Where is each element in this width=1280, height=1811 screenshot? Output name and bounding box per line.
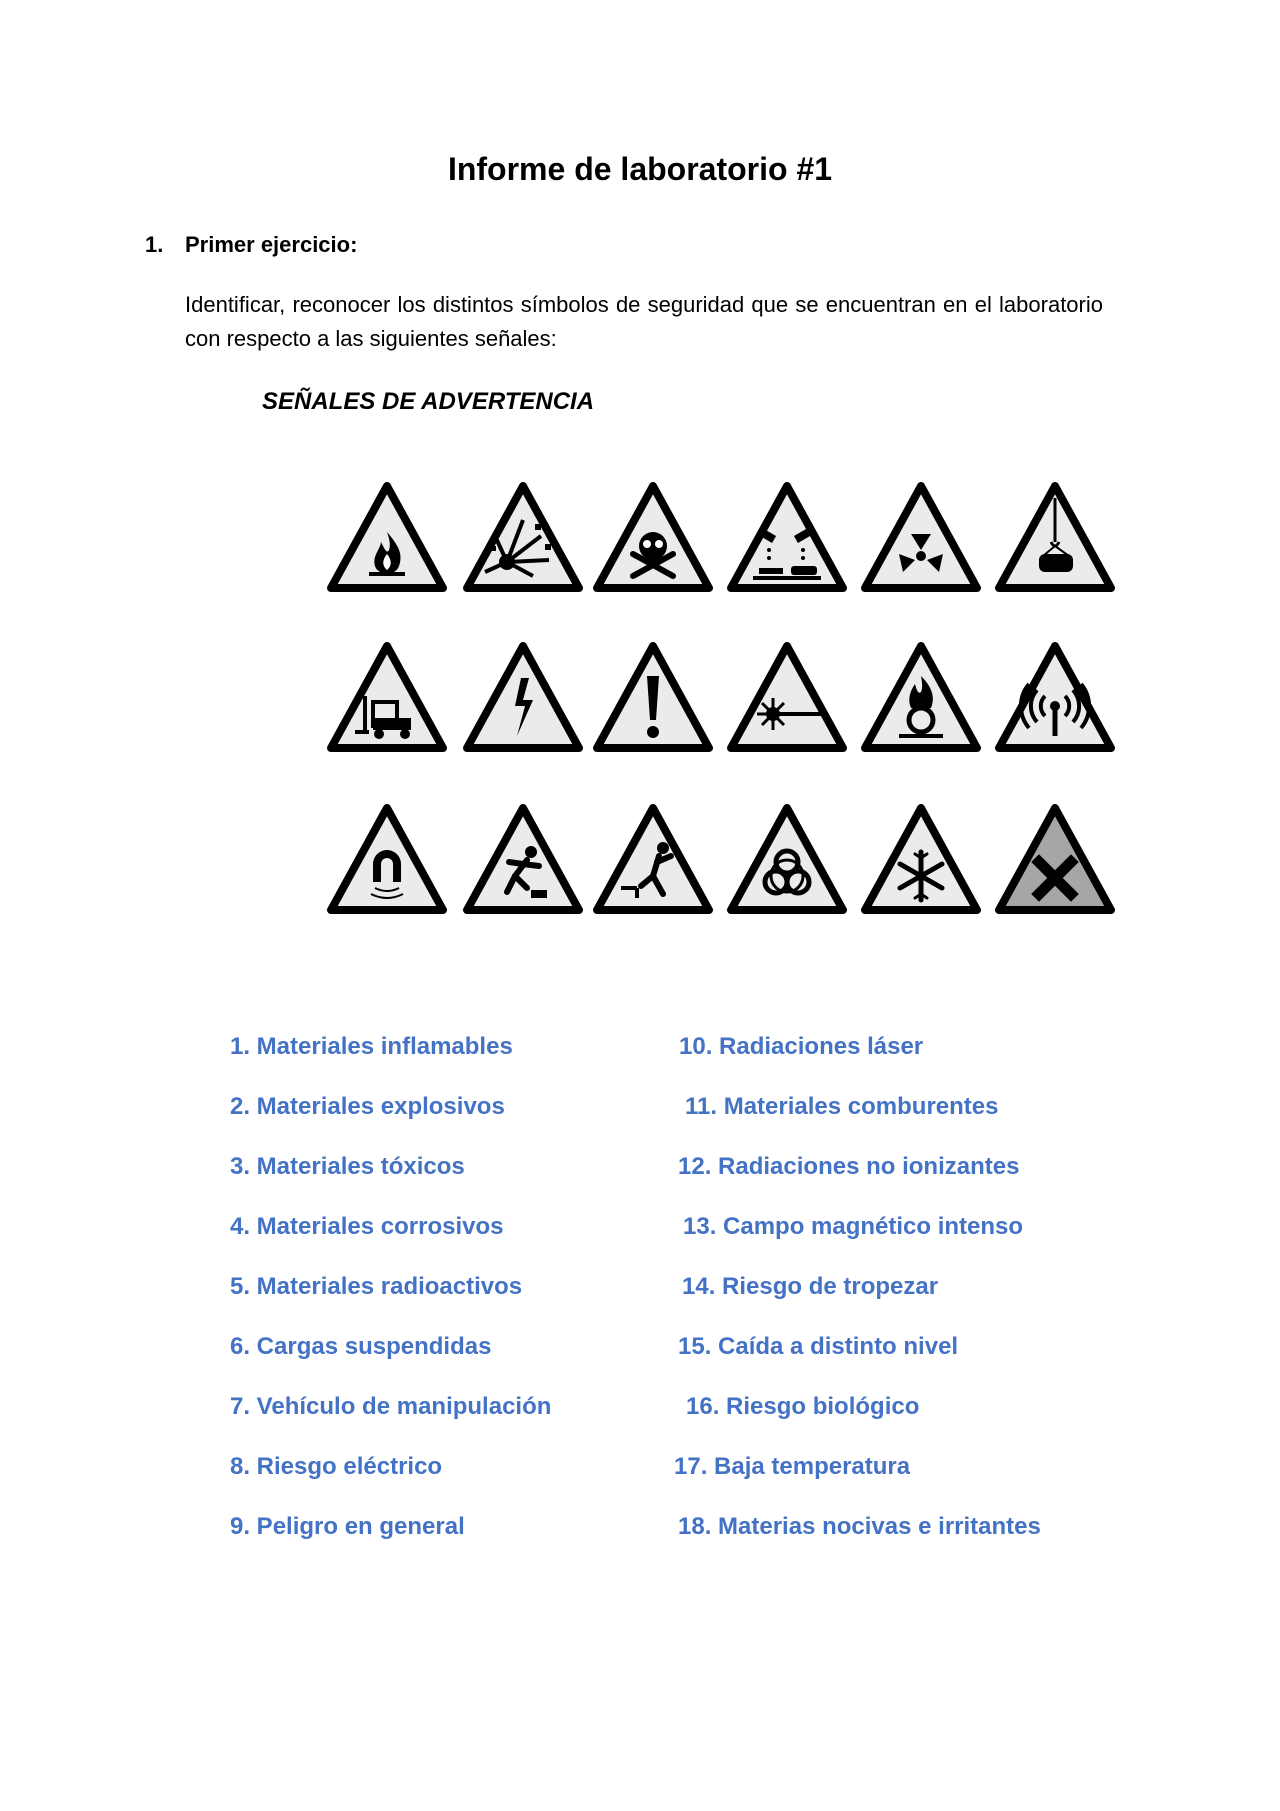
sign-harmful-irritant bbox=[993, 802, 1117, 916]
legend-item-12: 12. Radiaciones no ionizantes bbox=[678, 1153, 1020, 1180]
trip-hazard-icon bbox=[461, 802, 585, 916]
forklift-icon bbox=[325, 640, 449, 754]
sign-non-ionizing bbox=[993, 640, 1117, 754]
sign-magnetic bbox=[325, 802, 449, 916]
legend-item-3: 3. Materiales tóxicos bbox=[230, 1153, 465, 1180]
section-number: 1. bbox=[145, 232, 164, 257]
skull-icon bbox=[591, 480, 715, 594]
sign-suspended-load bbox=[993, 480, 1117, 594]
suspended-load-icon bbox=[993, 480, 1117, 594]
corrosive-icon bbox=[725, 480, 849, 594]
sign-general-danger bbox=[591, 640, 715, 754]
sign-fall-hazard bbox=[591, 802, 715, 916]
legend-item-9: 9. Peligro en general bbox=[230, 1513, 465, 1540]
sign-radioactive bbox=[859, 480, 983, 594]
legend-item-17: 17. Baja temperatura bbox=[674, 1453, 911, 1480]
sign-explosive bbox=[461, 480, 585, 594]
warning-signs-heading: SEÑALES DE ADVERTENCIA bbox=[262, 388, 595, 415]
sign-corrosive bbox=[725, 480, 849, 594]
legend-item-18: 18. Materias nocivas e irritantes bbox=[678, 1513, 1041, 1540]
sign-flammable bbox=[325, 480, 449, 594]
legend-item-11: 11. Materiales comburentes bbox=[685, 1093, 999, 1120]
intro-paragraph: Identificar, reconocer los distintos símbolos de seguridad que se encuentran en el laboratorio con respecto a las siguientes señales: bbox=[185, 292, 1103, 351]
legend-item-10: 10. Radiaciones láser bbox=[679, 1033, 924, 1060]
legend-item-14: 14. Riesgo de tropezar bbox=[682, 1273, 939, 1300]
radioactive-icon bbox=[859, 480, 983, 594]
legend-item-6: 6. Cargas suspendidas bbox=[230, 1333, 492, 1360]
sign-oxidizer bbox=[859, 640, 983, 754]
legend-item-4: 4. Materiales corrosivos bbox=[230, 1213, 504, 1240]
sign-biohazard bbox=[725, 802, 849, 916]
oxidizer-icon bbox=[859, 640, 983, 754]
sign-trip-hazard bbox=[461, 802, 585, 916]
magnet-icon bbox=[325, 802, 449, 916]
sign-laser bbox=[725, 640, 849, 754]
sign-electrical bbox=[461, 640, 585, 754]
warning-signs-grid bbox=[325, 480, 1135, 940]
legend-item-15: 15. Caída a distinto nivel bbox=[678, 1333, 959, 1360]
explosion-icon bbox=[461, 480, 585, 594]
section-heading bbox=[145, 232, 357, 258]
legend-item-13: 13. Campo magnético intenso bbox=[683, 1213, 1024, 1240]
laser-icon bbox=[725, 640, 849, 754]
page-title: Informe de laboratorio #1 bbox=[447, 151, 833, 187]
legend-item-16: 16. Riesgo biológico bbox=[686, 1393, 920, 1420]
section-title: Primer ejercicio: bbox=[185, 232, 358, 257]
exclamation-icon bbox=[591, 640, 715, 754]
biohazard-icon bbox=[725, 802, 849, 916]
legend-item-8: 8. Riesgo eléctrico bbox=[230, 1453, 443, 1480]
lightning-icon bbox=[461, 640, 585, 754]
harmful-x-icon bbox=[993, 802, 1117, 916]
legend-item-5: 5. Materiales radioactivos bbox=[230, 1273, 523, 1300]
sign-toxic bbox=[591, 480, 715, 594]
fall-hazard-icon bbox=[591, 802, 715, 916]
sign-low-temperature bbox=[859, 802, 983, 916]
legend-item-7: 7. Vehículo de manipulación bbox=[230, 1393, 552, 1420]
snowflake-icon bbox=[859, 802, 983, 916]
non-ionizing-radiation-icon bbox=[993, 640, 1117, 754]
legend-item-2: 2. Materiales explosivos bbox=[230, 1093, 505, 1120]
sign-forklift bbox=[325, 640, 449, 754]
legend-item-1: 1. Materiales inflamables bbox=[230, 1033, 513, 1060]
flame-icon bbox=[325, 480, 449, 594]
